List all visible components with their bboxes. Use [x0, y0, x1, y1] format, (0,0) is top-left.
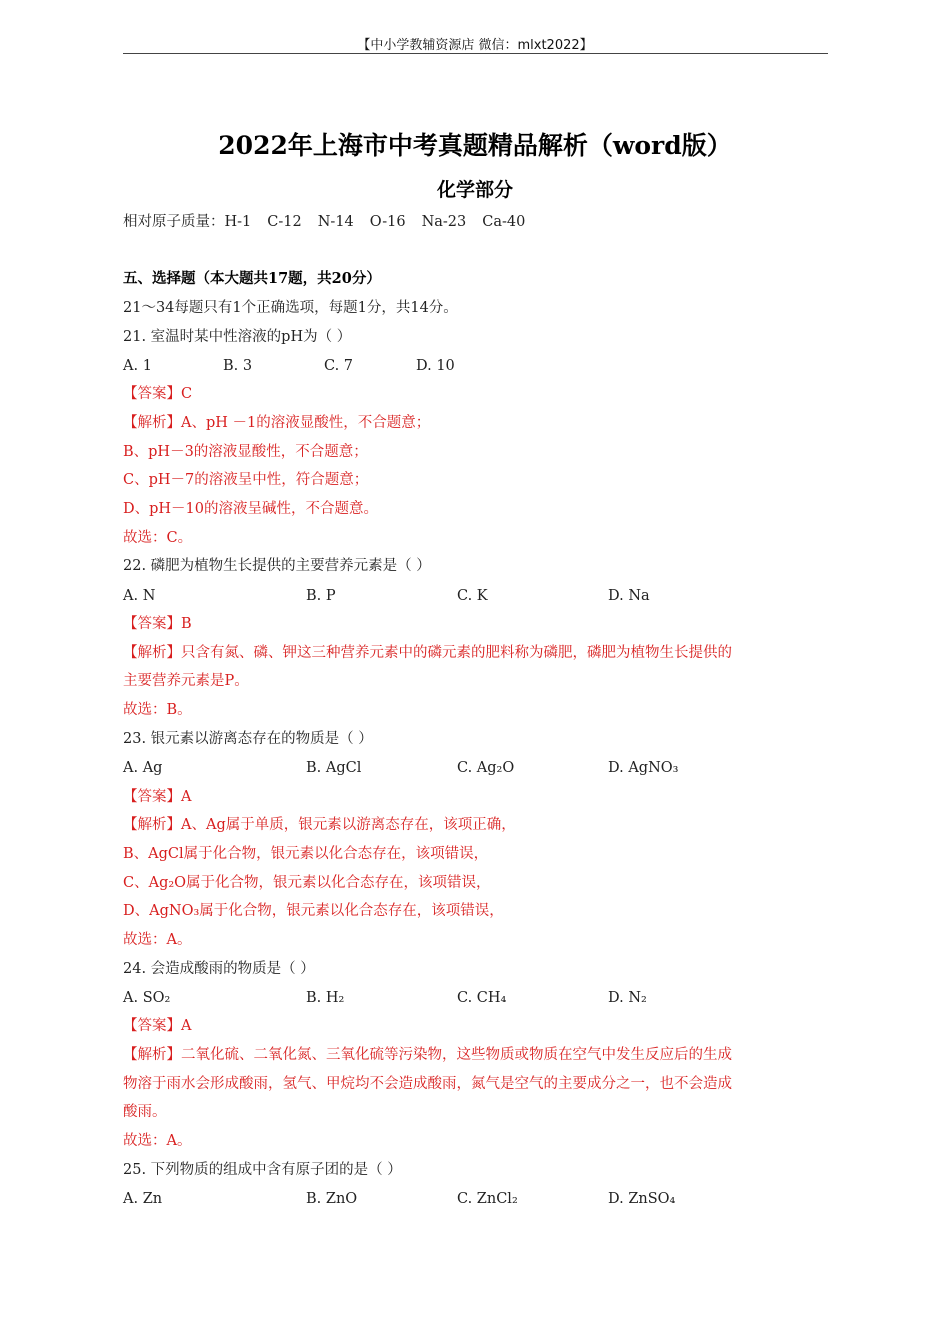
option-a: A. SO₂ [123, 990, 171, 1006]
atomic-mass-line [123, 211, 835, 233]
question-25-options [123, 1188, 835, 1210]
option-c: C. CH₄ [457, 990, 507, 1006]
question-24-stem: 24. 会造成酸雨的物质是（ ） [123, 961, 315, 977]
option-d: D. N₂ [608, 990, 647, 1006]
option-d: D. ZnSO₄ [608, 1191, 676, 1207]
question-24-analysis-line: 酸雨。 [123, 1104, 167, 1120]
section-intro: 21～34每题只有1个正确选项，每题1分，共14分。 [123, 300, 458, 316]
option-a: A. Ag [123, 760, 163, 776]
option-c: C. ZnCl₂ [457, 1191, 518, 1207]
option-b: B. P [306, 588, 336, 604]
question-24-analysis-line: 物溶于雨水会形成酸雨，氢气、甲烷均不会造成酸雨，氮气是空气的主要成分之一，也不会造成 [123, 1076, 732, 1092]
option-c: C. Ag₂O [457, 760, 515, 776]
question-23-analysis-line: 【解析】A、Ag属于单质，银元素以游离态存在，该项正确， [123, 817, 516, 833]
question-24-conclusion: 故选：A。 [123, 1133, 192, 1149]
option-a: A. 1 [123, 358, 152, 374]
option-d: D. Na [608, 588, 650, 604]
question-21-options [123, 355, 835, 377]
question-22-conclusion: 故选：B。 [123, 702, 192, 718]
option-b: B. ZnO [306, 1191, 358, 1207]
question-23-answer: 【答案】A [123, 789, 192, 805]
question-23-analysis-line: B、AgCl属于化合物，银元素以化合态存在，该项错误， [123, 846, 489, 862]
question-25-stem: 25. 下列物质的组成中含有原子团的是（ ） [123, 1162, 402, 1178]
question-22-stem: 22. 磷肥为植物生长提供的主要营养元素是（ ） [123, 558, 431, 574]
question-23-stem: 23. 银元素以游离态存在的物质是（ ） [123, 731, 373, 747]
atomic-mass-item: O-16 [369, 214, 406, 230]
option-c: C. K [457, 588, 488, 604]
option-d: D. 10 [416, 358, 455, 374]
header-divider [123, 53, 828, 54]
atomic-mass-item: Ca-40 [482, 214, 526, 230]
question-21-analysis-line: 【解析】A、pH －1的溶液显酸性，不合题意； [123, 415, 431, 431]
option-b: B. AgCl [306, 760, 362, 776]
question-22-analysis-line: 主要营养元素是P。 [123, 673, 249, 689]
document-subtitle: 化学部分 [436, 179, 513, 201]
atomic-mass-item: Na-23 [421, 214, 467, 230]
question-21-analysis-line: B、pH－3的溶液显酸性，不合题意； [123, 444, 368, 460]
question-21-analysis-line: C、pH－7的溶液呈中性，符合题意； [123, 472, 369, 488]
atomic-mass-label: 相对原子质量： [123, 214, 225, 230]
option-a: A. N [123, 588, 156, 604]
question-22-answer: 【答案】B [123, 616, 192, 632]
question-21-analysis-line: D、pH－10的溶液呈碱性，不合题意。 [123, 501, 379, 517]
atomic-mass-item: H-1 [224, 214, 252, 230]
atomic-mass-item: N-14 [317, 214, 354, 230]
question-22-options [123, 585, 835, 607]
question-23-analysis-line: C、Ag₂O属于化合物，银元素以化合态存在，该项错误， [123, 875, 491, 891]
page-header: 【中小学教辅资源店 微信：mlxt2022】 [357, 38, 593, 53]
question-23-analysis-line: D、AgNO₃属于化合物，银元素以化合态存在，该项错误， [123, 903, 504, 919]
question-23-options [123, 757, 835, 779]
question-21-stem: 21. 室温时某中性溶液的pH为（ ） [123, 329, 352, 345]
document-title: 2022年上海市中考真题精品解析（word版） [218, 131, 732, 160]
question-24-answer: 【答案】A [123, 1018, 192, 1034]
question-24-options [123, 987, 835, 1009]
atomic-mass-item: C-12 [267, 214, 302, 230]
question-24-analysis-line: 【解析】二氧化硫、二氧化氮、三氧化硫等污染物，这些物质或物质在空气中发生反应后的生成 [123, 1047, 732, 1063]
question-23-conclusion: 故选：A。 [123, 932, 192, 948]
option-d: D. AgNO₃ [608, 760, 679, 776]
section-heading: 五、选择题（本大题共17题，共20分） [123, 270, 381, 287]
option-c: C. 7 [324, 358, 354, 374]
option-b: B. 3 [223, 358, 253, 374]
option-b: B. H₂ [306, 990, 345, 1006]
question-21-conclusion: 故选：C。 [123, 530, 193, 546]
option-a: A. Zn [123, 1191, 163, 1207]
question-22-analysis-line: 【解析】只含有氮、磷、钾这三种营养元素中的磷元素的肥料称为磷肥，磷肥为植物生长提供的 [123, 645, 732, 661]
question-21-answer: 【答案】C [123, 386, 193, 402]
